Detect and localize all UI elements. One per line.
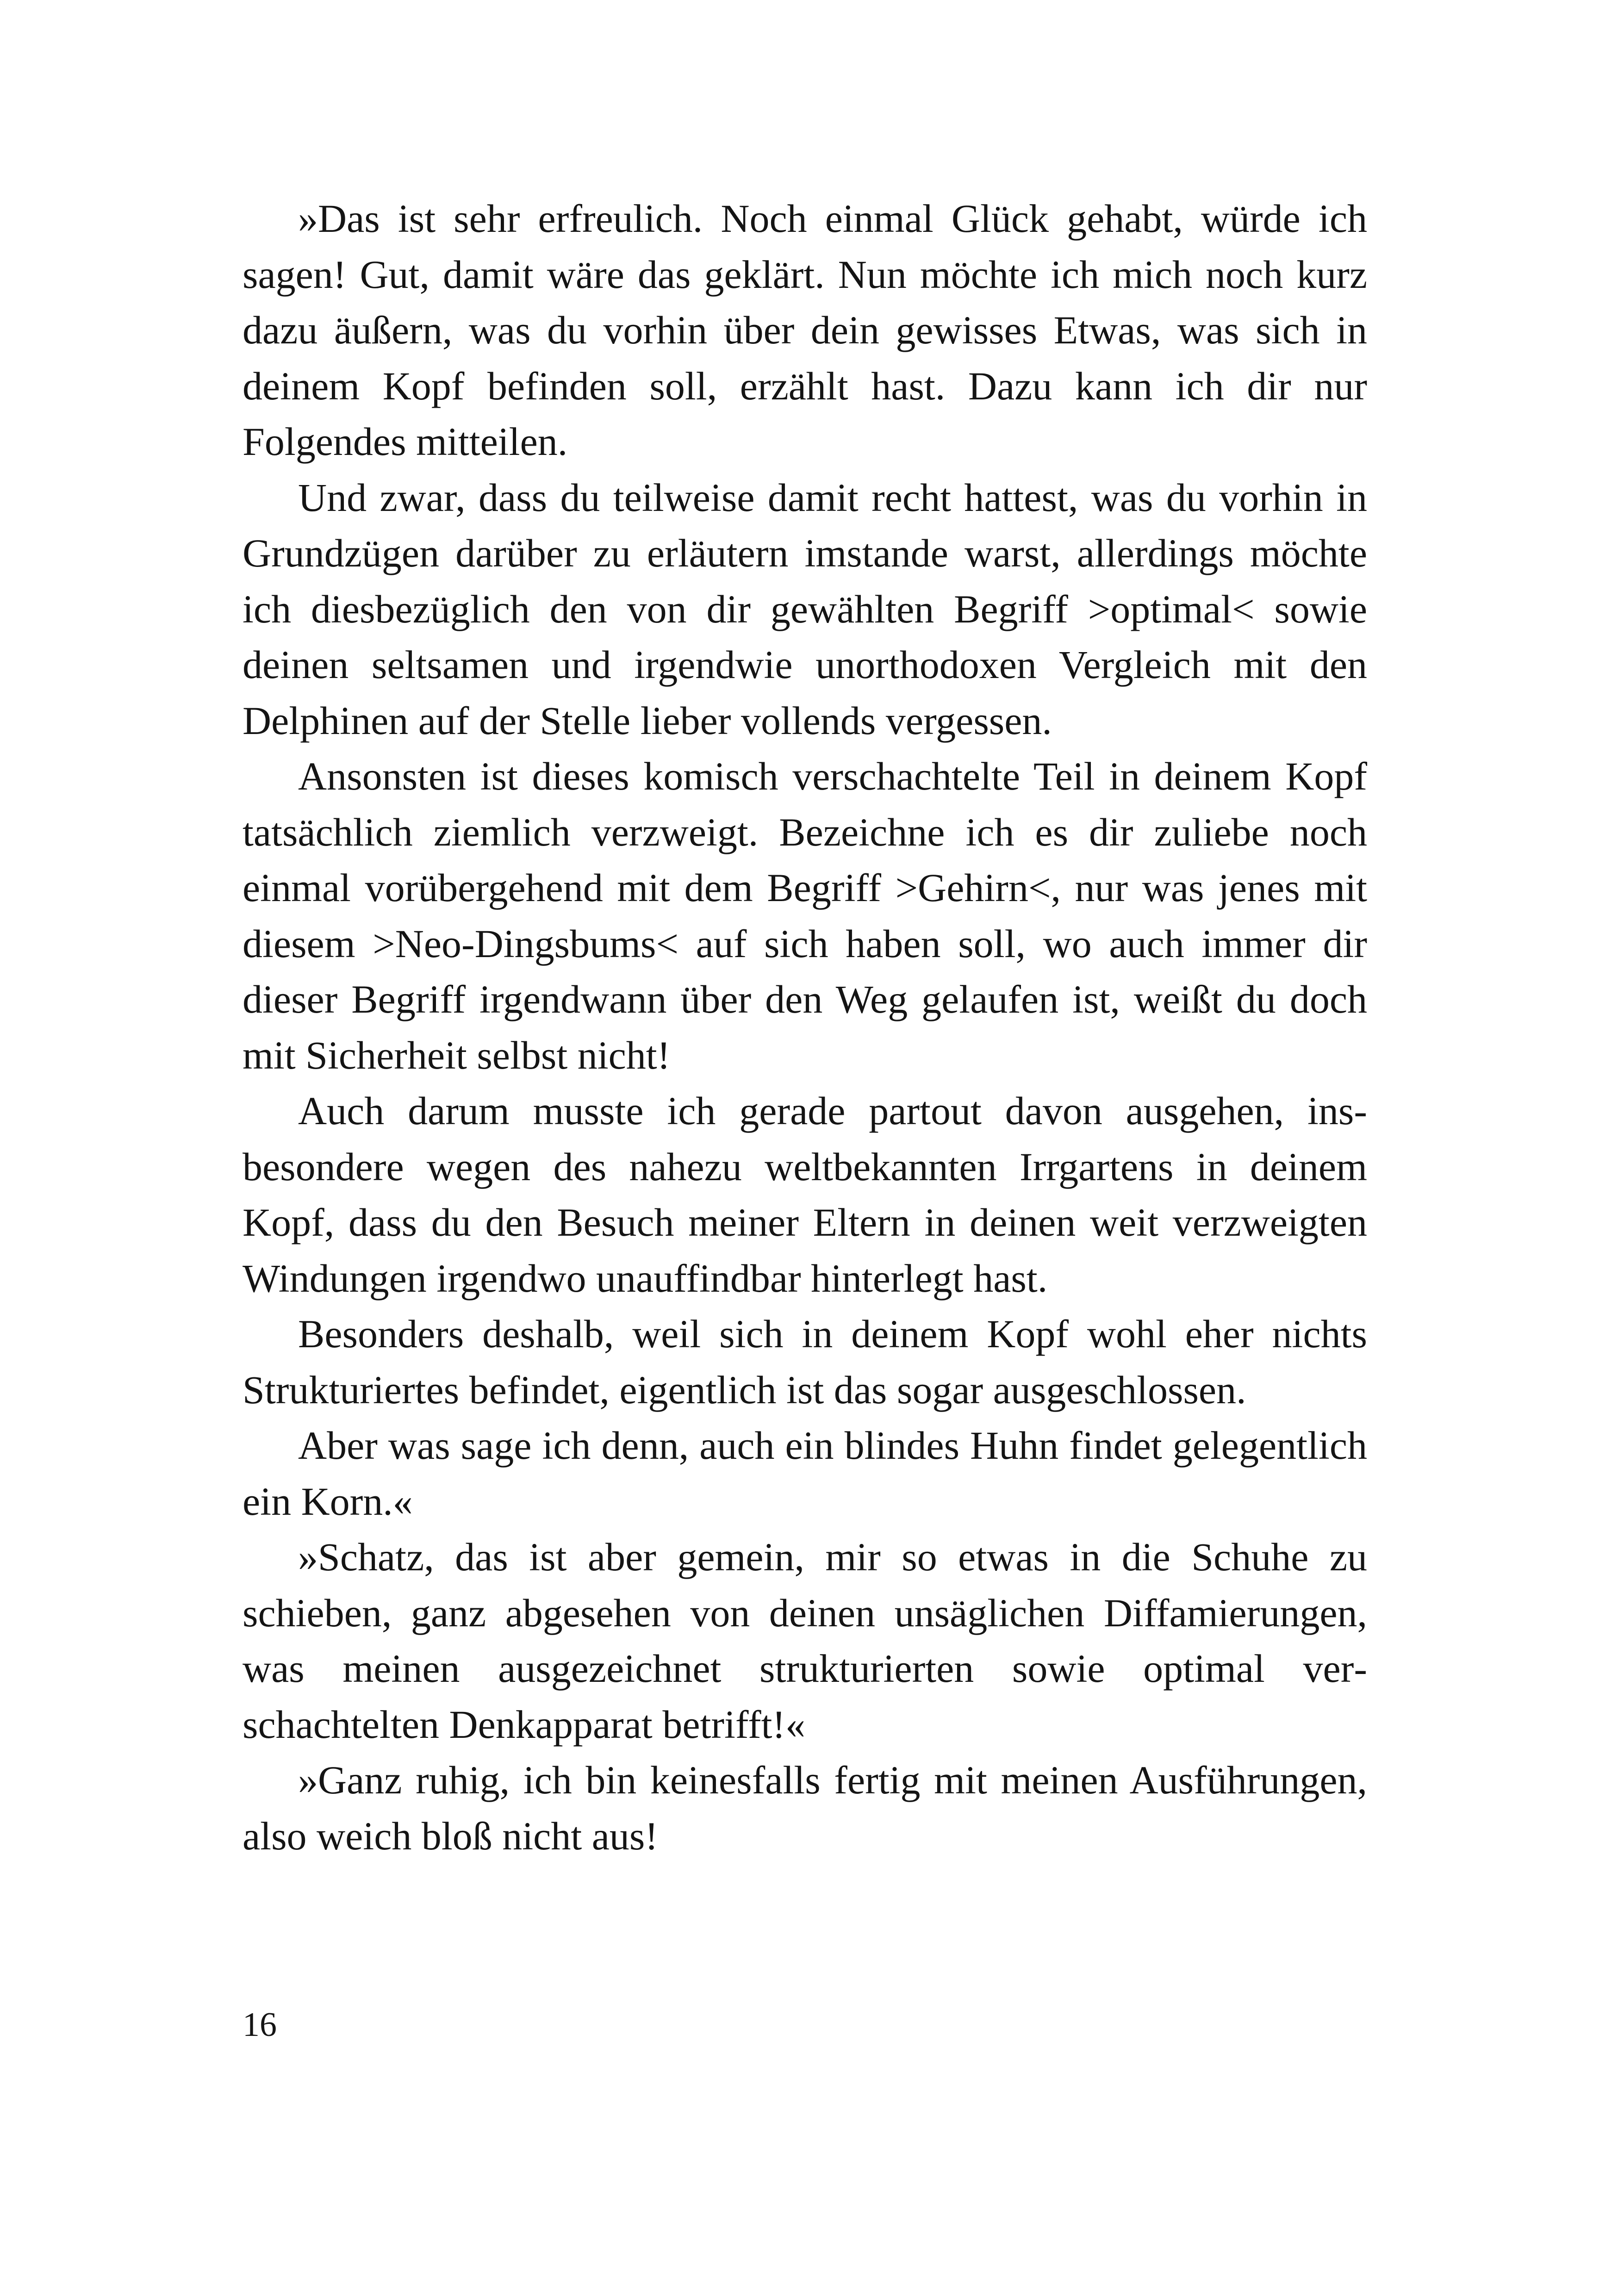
paragraph-6: Aber was sage ich denn, auch ein blindes Huhn findet gelegentlich ein Korn.« [243,1423,1367,1524]
paragraph-5: Besonders deshalb, weil sich in deinem Kopf wohl eher nichts Strukturiertes befindet, eigentlich ist das sogar ausgeschlossen. [243,1312,1367,1412]
paragraph-1: »Das ist sehr erfreulich. Noch einmal Glück gehabt, würde ich sagen! Gut, damit wäre das geklärt. Nun möchte ich mich noch kurz dazu äußern, was du vorhin über dein gewisses Etwas, was sich in deinem Kopf befinden soll, erzählt hast. Dazu kann ich dir nur Folgendes mitteilen. [243,196,1367,464]
body-text [243,191,1367,1864]
page-number: 16 [243,2006,277,2044]
paragraph-3: Ansonsten ist dieses komisch verschachtelte Teil in deinem Kopf tatsächlich ziemlich verzweigt. Bezeichne ich es dir zuliebe noch einmal vorübergehend mit dem Begriff >Gehirn<, nur was jenes mit diesem >Neo-Dingsbums< auf sich haben soll, wo auch immer dir dieser Begriff irgendwann über den Weg gelaufen ist, weißt du doch mit Sicherheit selbst nicht! [243,754,1367,1077]
paragraph-8: »Ganz ruhig, ich bin keinesfalls fertig mit meinen Ausführungen, also weich bloß nicht aus! [243,1758,1367,1858]
paragraph-2: Und zwar, dass du teilweise damit recht hattest, was du vorhin in Grundzügen darüber zu erläutern imstande warst, allerdings möchte ich diesbezüglich den von dir gewählten Begriff >optimal< sowie deinen seltsamen und irgendwie unorthodoxen Vergleich mit den Delphinen auf der Stelle lieber vollends vergessen. [243,475,1367,743]
paragraph-4: Auch darum musste ich gerade partout davon ausgehen, insbesondere wegen des nahezu weltbekannten Irrgartens in deinem Kopf, dass du den Besuch meiner Eltern in deinen weit verzweigten Windungen irgendwo unauffindbar hinterlegt hast. [243,1089,1367,1300]
paragraph-7: »Schatz, das ist aber gemein, mir so etwas in die Schuhe zu schieben, ganz abgesehen von deinen unsäglichen Diffamierungen, was meinen ausgezeichnet strukturierten sowie optimal verschachtelten Denkapparat betrifft!« [243,1535,1367,1747]
